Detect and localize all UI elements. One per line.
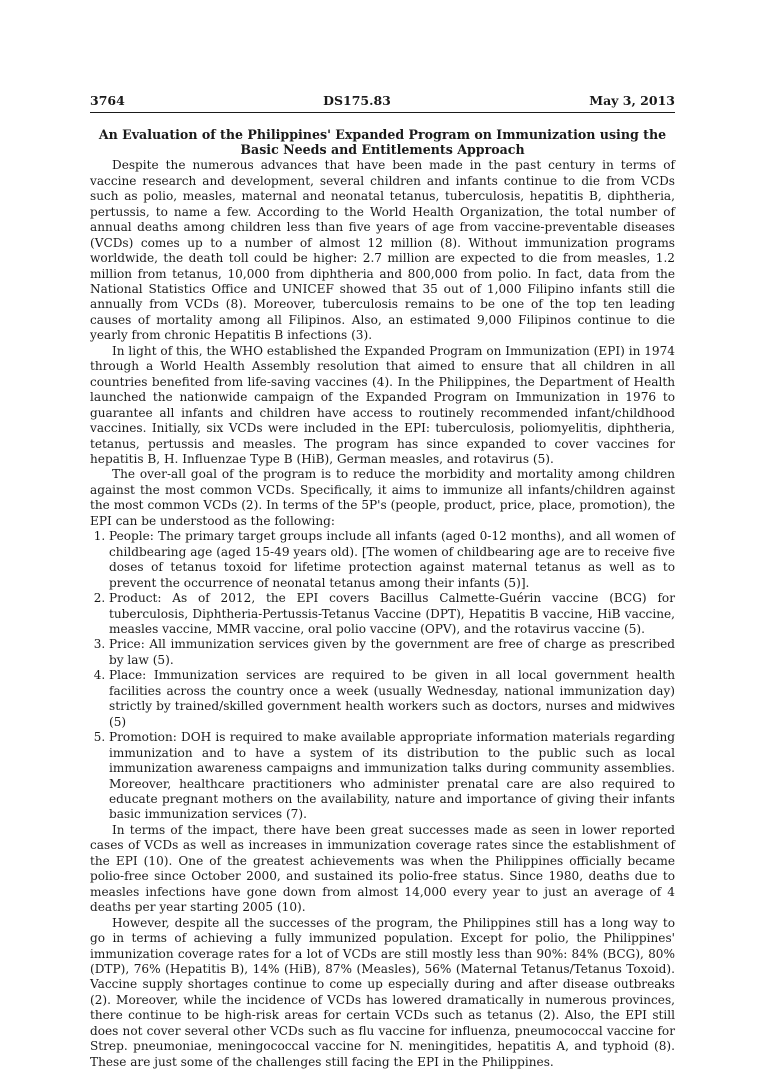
list-item: 5. Promotion: DOH is required to make available appropriate information materials regarding immunization and to have a system of its distribution to the public such as local immunization awareness campaigns and immunization talks during community assemblies. Moreover, healthcare practitioners who administer prenatal care are also required to educate pregnant mothers on the availability, nature and importance of giving their infants basic immunization services (7). — [109, 730, 675, 823]
page-number: 3764 — [90, 93, 125, 108]
document-body — [90, 158, 675, 1070]
list-item: 3. Price: All immunization services given by the government are free of charge as prescribed by law (5). — [109, 637, 675, 668]
course-code: DS175.83 — [323, 93, 391, 108]
document-title: An Evaluation of the Philippines' Expanded Program on Immunization using the Basic Needs and Entitlements Approach — [98, 127, 667, 158]
list-item: 2. Product: As of 2012, the EPI covers Bacillus Calmette-Guérin vaccine (BCG) for tuberculosis, Diphtheria-Pertussis-Tetanus Vaccine (DPT), Hepatitis B vaccine, HiB vaccine, measles vaccine, MMR vaccine, oral polio vaccine (OPV), and the rotavirus vaccine (5). — [109, 591, 675, 637]
list-item: 4. Place: Immunization services are required to be given in all local government health facilities across the country once a week (usually Wednesday, national immunization day) strictly by trained/skilled government health workers such as doctors, nurses and midwives (5) — [109, 668, 675, 730]
paragraph: In light of this, the WHO established the Expanded Program on Immunization (EPI) in 1974 through a World Health Assembly resolution that aimed to ensure that all children in all countries benefited from life-saving vaccines (4). In the Philippines, the Department of Health launched the nationwide campaign of the Expanded Program on Immunization in 1976 to guarantee all infants and children have access to routinely recommended infant/childhood vaccines. Initially, six VCDs were included in the EPI: tuberculosis, poliomyelitis, diphtheria, tetanus, pertussis and measles. The program has since expanded to cover vaccines for hepatitis B, H. Influenzae Type B (HiB), German measles, and rotavirus (5). — [90, 343, 675, 467]
paragraph: In terms of the impact, there have been great successes made as seen in lower reported cases of VCDs as well as increases in immunization coverage rates since the establishment of the EPI (10). One of the greatest achievements was when the Philippines officially became polio-free since October 2000, and sustained its polio-free status. Since 1980, deaths due to measles infections have gone down from almost 14,000 every year to just an average of 4 deaths per year starting 2005 (10). — [90, 822, 675, 915]
paragraph: The over-all goal of the program is to reduce the morbidity and mortality among children against the most common VCDs. Specifically, it aims to immunize all infants/children against the most common VCDs (2). In terms of the 5P's (people, product, price, place, promotion), the EPI can be understood as the following: — [90, 467, 675, 528]
five-ps-list — [90, 529, 675, 823]
list-item: 1. People: The primary target groups include all infants (aged 0-12 months), and all women of childbearing age (aged 15-49 years old). [The women of childbearing age are to receive five doses of tetanus toxoid for lifetime protection against maternal tetanus as well as to prevent the occurrence of neonatal tetanus among their infants (5)]. — [109, 529, 675, 591]
paragraph: Despite the numerous advances that have been made in the past century in terms of vaccine research and development, several children and infants continue to die from VCDs such as polio, measles, maternal and neonatal tetanus, tuberculosis, hepatitis B, diphtheria, pertussis, to name a few. According to the World Health Organization, the total number of annual deaths among children less than five years of age from vaccine-preventable diseases (VCDs) comes up to a number of almost 12 million (8). Without immunization programs worldwide, the death toll could be higher: 2.7 million are expected to die from measles, 1.2 million from tetanus, 10,000 from diphtheria and 800,000 from polio. In fact, data from the National Statistics Office and UNICEF showed that 35 out of 1,000 Filipino infants still die annually from VCDs (8). Moreover, tuberculosis remains to be one of the top ten leading causes of mortality among all Filipinos. Also, an estimated 9,000 Filipinos continue to die yearly from chronic Hepatitis B infections (3). — [90, 158, 675, 343]
paragraph: However, despite all the successes of the program, the Philippines still has a long way to go in terms of achieving a fully immunized population. Except for polio, the Philippines' immunization coverage rates for a lot of VCDs are still mostly less than 90%: 84% (BCG), 80% (DTP), 76% (Hepatitis B), 14% (HiB), 87% (Measles), 56% (Maternal Tetanus/Tetanus Toxoid). Vaccine supply shortages continue to come up especially during and after disease outbreaks (2). Moreover, while the incidence of VCDs has lowered dramatically in numerous provinces, there continue to be high-risk areas for certain VCDs such as tetanus (2). Also, the EPI still does not cover several other VCDs such as flu vaccine for influenza, pneumococcal vaccine for Strep. pneumoniae, meningococcal vaccine for N. meningitides, hepatitis A, and typhoid (8). These are just some of the challenges still facing the EPI in the Philippines. — [90, 915, 675, 1069]
page-header — [90, 93, 675, 113]
document-date: May 3, 2013 — [589, 93, 675, 108]
